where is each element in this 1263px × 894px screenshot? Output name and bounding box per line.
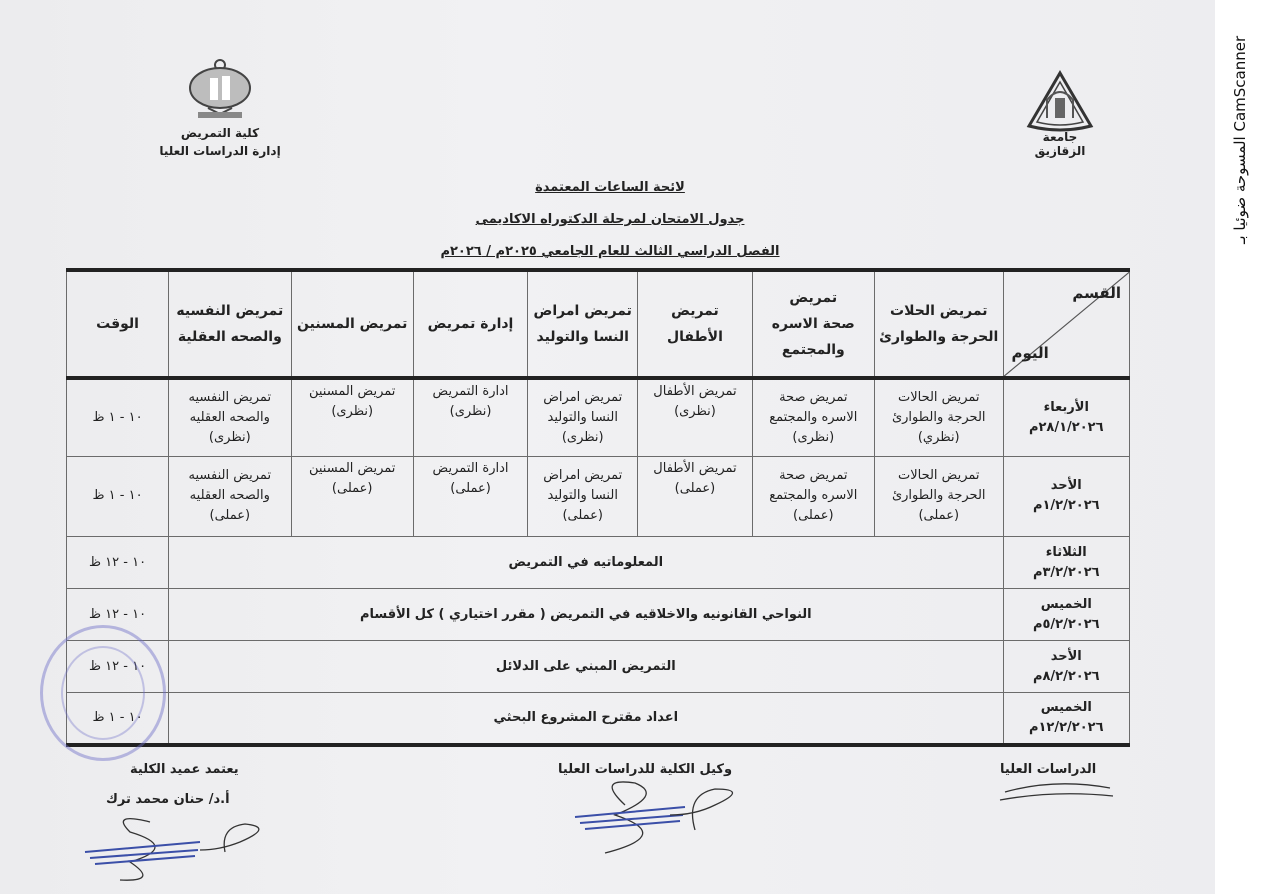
day-cell: الأربعاء ٢٨/١/٢٠٢٦م (1003, 378, 1129, 456)
signature-postgrad-mark (995, 778, 1120, 808)
department-name: إدارة الدراسات العليا (159, 144, 281, 158)
time-column-header: الوقت (67, 270, 169, 378)
semester-title: الفصل الدراسي الثالث للعام الجامعي ٢٠٢٥م / ٢٠٢٦م (440, 244, 780, 259)
column-header: تمريض صحة الاسره والمجتمع (752, 270, 874, 378)
document-titles (400, 172, 820, 268)
university-emblem-icon (1025, 70, 1095, 132)
department-axis-label: القسم (1072, 284, 1121, 302)
exam-cell: ادارة التمريض (عملى) (413, 456, 527, 536)
faculty-emblem-icon (180, 58, 260, 120)
exam-cell: تمريض الحالات الحرجة والطوارئ (عملى) (874, 456, 1003, 536)
regulation-title: لائحة الساعات المعتمدة (535, 180, 685, 195)
exam-cell: تمريض الأطفال (نظرى) (638, 378, 752, 456)
exam-cell: تمريض المسنين (نظرى) (291, 378, 413, 456)
signature-dean-mark (80, 812, 270, 882)
signature-postgrad: الدراسات العليا (1000, 762, 1097, 777)
exam-cell: تمريض صحة الاسره والمجتمع (عملى) (752, 456, 874, 536)
column-header: تمريض الحلات الحرجة والطوارئ (874, 270, 1003, 378)
time-cell: ١٠ - ١ ظ (67, 693, 169, 745)
exam-schedule-title: جدول الامتحان لمرحلة الدكتوراه الاكاديمى (475, 212, 745, 227)
exam-cell: تمريض النفسيه والصحه العقليه (عملى) (169, 456, 291, 536)
faculty-logo (140, 58, 300, 160)
exam-cell: تمريض الأطفال (عملى) (638, 456, 752, 536)
day-cell: الخميس ٥/٢/٢٠٢٦م (1003, 589, 1129, 641)
column-header: تمريض المسنين (291, 270, 413, 378)
time-cell: ١٠ - ١٢ ظ (67, 589, 169, 641)
camscanner-watermark: المسوحة ضوئيا بـ CamScanner (1231, 35, 1249, 245)
exam-cell: تمريض الحالات الحرجة والطوارئ (نظري) (874, 378, 1003, 456)
column-header: تمريض الأطفال (638, 270, 752, 378)
time-cell: ١٠ - ١٢ ظ (67, 641, 169, 693)
common-exam-cell: اعداد مقترح المشروع البحثي (169, 693, 1003, 745)
table-row (67, 693, 1130, 745)
table-row (67, 641, 1130, 693)
stamp-eagle-emblem (61, 646, 145, 740)
signature-vice-dean-title: وكيل الكلية للدراسات العليا (558, 762, 733, 777)
column-header: إدارة تمريض (413, 270, 527, 378)
university-logo (1020, 70, 1100, 158)
table-header-row (67, 270, 1130, 378)
time-cell: ١٠ - ١ ظ (67, 378, 169, 456)
university-name: جامعة الزقازيق (1034, 130, 1086, 158)
column-header: تمريض النفسيه والصحه العقلية (169, 270, 291, 378)
common-exam-cell: النواحي القانونيه والاخلاقيه في التمريض ( مقرر اختياري ) كل الأقسام (169, 589, 1003, 641)
exam-cell: تمريض المسنين (عملى) (291, 456, 413, 536)
signature-vice-dean-mark (565, 775, 745, 855)
table-row (67, 537, 1130, 589)
day-cell: الأحد ٨/٢/٢٠٢٦م (1003, 641, 1129, 693)
dean-name: أ.د/ حنان محمد ترك (106, 792, 230, 807)
time-cell: ١٠ - ١ ظ (67, 456, 169, 536)
column-header: تمريض امراض النسا والتوليد (528, 270, 638, 378)
exam-cell: تمريض امراض النسا والتوليد (عملى) (528, 456, 638, 536)
table-row (67, 378, 1130, 456)
exam-cell: تمريض صحة الاسره والمجتمع (نظرى) (752, 378, 874, 456)
time-cell: ١٠ - ١٢ ظ (67, 537, 169, 589)
official-stamp (40, 625, 166, 761)
day-cell: الثلاثاء ٣/٢/٢٠٢٦م (1003, 537, 1129, 589)
exam-cell: ادارة التمريض (نظرى) (413, 378, 527, 456)
faculty-name: كلية التمريض (180, 126, 260, 140)
exam-cell: تمريض النفسيه والصحه العقليه (نظرى) (169, 378, 291, 456)
table-row (67, 456, 1130, 536)
corner-cell (1003, 270, 1129, 378)
day-axis-label: اليوم (1011, 344, 1049, 363)
common-exam-cell: التمريض المبني على الدلائل (169, 641, 1003, 693)
exam-schedule-table (66, 268, 1130, 747)
dean-approval-title: يعتمد عميد الكلية (130, 762, 239, 777)
exam-cell: تمريض امراض النسا والتوليد (نظرى) (528, 378, 638, 456)
table-row (67, 589, 1130, 641)
day-cell: الخميس ١٢/٢/٢٠٢٦م (1003, 693, 1129, 745)
common-exam-cell: المعلوماتيه في التمريض (169, 537, 1003, 589)
day-cell: الأحد ١/٢/٢٠٢٦م (1003, 456, 1129, 536)
